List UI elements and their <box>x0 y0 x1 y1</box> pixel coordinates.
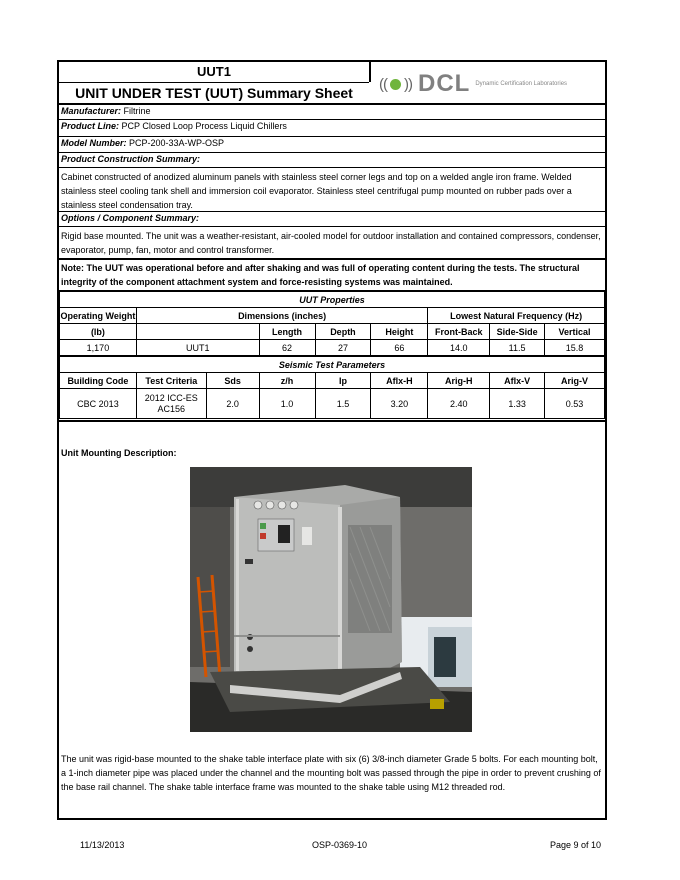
vertical-value: 15.8 <box>545 340 605 357</box>
sds-header: Sds <box>206 373 259 389</box>
manufacturer-row <box>59 103 605 119</box>
side-side-header: Side-Side <box>490 324 545 340</box>
mounting-text: The unit was rigid-base mounted to the shake table interface plate with six (6) 3/8-inch diameter Grade 5 bolts. For each mounting bolt, a 1-inch diameter pipe was placed under the channel and the mounting bolt was passed through the pipe in order to prevent crushing of the base rail channel. The shake table interface frame was mounted to the shake table using M12 threaded rod. <box>61 754 601 792</box>
product-line-value: PCP Closed Loop Process Liquid Chillers <box>121 121 287 131</box>
arig-v-header: Arig-V <box>545 373 605 389</box>
height-value: 66 <box>371 340 428 357</box>
construction-label-row <box>59 152 605 167</box>
product-line-label: Product Line: <box>61 121 119 131</box>
uut-properties-table <box>59 290 605 419</box>
options-text: Rigid base mounted. The unit was a weather-resistant, air-cooled model for outdoor installation and contained compressors, condenser, evaporator, pump, fan, motor and control transformer. <box>59 226 605 256</box>
front-back-header: Front-Back <box>428 324 490 340</box>
logo-waves-right: )) <box>404 75 412 93</box>
blank-cell <box>136 324 259 340</box>
aflx-h-value: 3.20 <box>371 389 428 419</box>
unit-photo <box>190 467 472 732</box>
test-criteria-value: 2012 ICC-ES AC156 <box>136 389 206 419</box>
uut-id-heading: UUT1 <box>59 62 369 83</box>
length-value: 62 <box>259 340 315 357</box>
height-header: Height <box>371 324 428 340</box>
weight-unit-header: (lb) <box>60 324 137 340</box>
zh-value: 1.0 <box>259 389 315 419</box>
aflx-h-header: Aflx-H <box>371 373 428 389</box>
logo-text: DCL <box>418 70 471 97</box>
logo-dot-icon <box>390 79 401 90</box>
options-label-row <box>59 211 605 226</box>
arig-h-header: Arig-H <box>428 373 490 389</box>
ip-value: 1.5 <box>315 389 371 419</box>
sds-value: 2.0 <box>206 389 259 419</box>
dimensions-header: Dimensions (inches) <box>136 308 427 324</box>
building-code-header: Building Code <box>60 373 137 389</box>
chiller-photo-illustration <box>190 467 472 732</box>
seismic-title: Seismic Test Parameters <box>60 356 605 373</box>
arig-h-value: 2.40 <box>428 389 490 419</box>
footer-date: 11/13/2013 <box>80 840 125 850</box>
aflx-v-header: Aflx-V <box>490 373 545 389</box>
options-label: Options / Component Summary: <box>61 213 200 223</box>
unit-value: UUT1 <box>136 340 259 357</box>
manufacturer-label: Manufacturer: <box>61 106 122 116</box>
test-criteria-header: Test Criteria <box>136 373 206 389</box>
zh-header: z/h <box>259 373 315 389</box>
uut-properties-title: UUT Properties <box>60 291 605 308</box>
ip-header: Ip <box>315 373 371 389</box>
dcl-logo <box>379 64 605 104</box>
model-label: Model Number: <box>61 138 127 148</box>
manufacturer-value: Filtrine <box>123 106 151 116</box>
footer-doc-id: OSP-0369-10 <box>312 840 368 850</box>
side-side-value: 11.5 <box>490 340 545 357</box>
aflx-v-value: 1.33 <box>490 389 545 419</box>
front-back-value: 14.0 <box>428 340 490 357</box>
weight-value: 1,170 <box>60 340 137 357</box>
logo-subtitle: Dynamic Certification Laboratories <box>475 81 568 87</box>
mounting-label: Unit Mounting Description: <box>61 448 177 458</box>
depth-header: Depth <box>315 324 371 340</box>
building-code-value: CBC 2013 <box>60 389 137 419</box>
note-text: Note: The UUT was operational before and after shaking and was full of operating content during the tests. The structural integrity of the component attachment system and force-resisting systems was maintained. <box>59 258 605 288</box>
logo-waves-left: (( <box>379 75 387 93</box>
sheet-title: UNIT UNDER TEST (UUT) Summary Sheet <box>75 85 353 101</box>
section-divider <box>59 420 605 422</box>
arig-v-value: 0.53 <box>545 389 605 419</box>
construction-label: Product Construction Summary: <box>61 154 201 164</box>
model-value: PCP-200-33A-WP-OSP <box>129 138 225 148</box>
construction-text: Cabinet constructed of anodized aluminum panels with stainless steel corner legs and top on a welded angle iron frame. Welded stainless steel cooling tank shell and immersion coil evaporator. Stainless steel centrifugal pump mounted on rubber pads over a stainless steel condensation tray. <box>59 167 605 211</box>
header-divider <box>369 62 371 82</box>
operating-weight-header: Operating Weight <box>60 308 137 324</box>
depth-value: 27 <box>315 340 371 357</box>
frequency-header: Lowest Natural Frequency (Hz) <box>428 308 605 324</box>
length-header: Length <box>259 324 315 340</box>
product-line-row <box>59 119 605 136</box>
summary-sheet-frame <box>57 60 607 820</box>
model-row <box>59 136 605 152</box>
vertical-header: Vertical <box>545 324 605 340</box>
footer-page: Page 9 of 10 <box>550 840 602 850</box>
